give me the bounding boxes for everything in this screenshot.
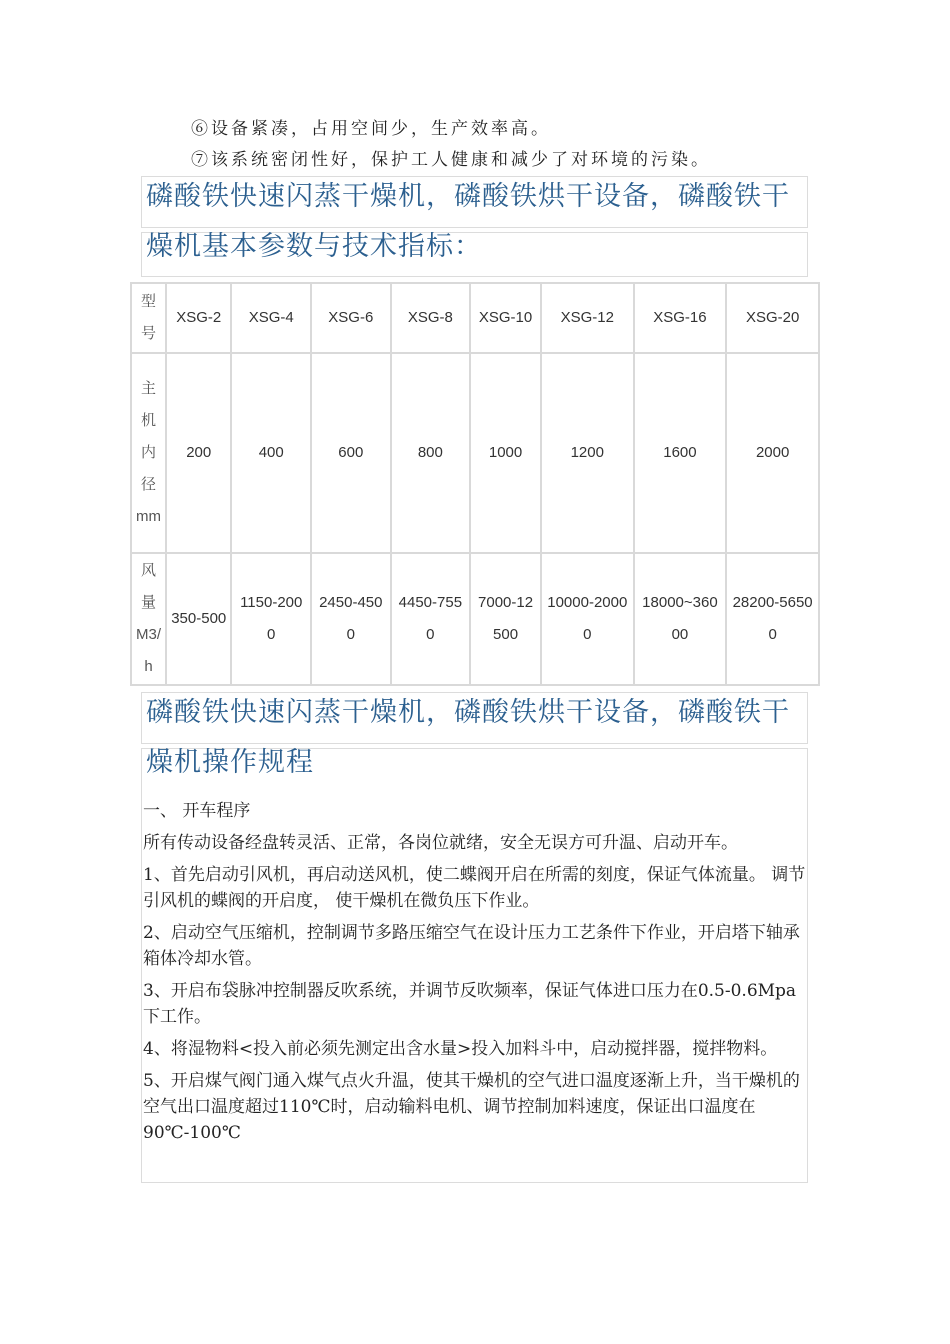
diameter-cell: 1000 [471,354,542,554]
procedure-paragraph: 2、启动空气压缩机，控制调节多路压缩空气在设计压力工艺条件下作业，开启塔下轴承箱体冷却水管。 [143,923,800,969]
diameter-cell: 200 [167,354,232,554]
procedure-paragraph: 3、开启布袋脉冲控制器反吹系统，并调节反吹频率，保证气体进口压力在0.5-0.6Mpa 下工作。 [143,981,797,1027]
row-label-diameter: 主机内径mm [130,354,167,554]
airflow-cell: 4450-7550 [392,554,472,686]
airflow-cell: 1150-2000 [232,554,312,686]
model-cell: XSG-8 [392,282,472,354]
intro-line-2: ⑦该系统密闭性好，保护工人健康和减少了对环境的污染。 [191,150,711,170]
table-row-model [130,282,820,354]
airflow-cell: 7000-12500 [471,554,542,686]
diameter-cell: 400 [232,354,312,554]
table-row-diameter [130,354,820,554]
procedure-paragraph: 1、首先启动引风机，再启动送风机，使二蝶阀开启在所需的刻度，保证气体流量。 调节引风机的蝶阀的开启度， 使干燥机在微负压下作业。 [143,865,806,911]
diameter-cell: 600 [312,354,392,554]
spec-table [130,282,820,686]
procedure-section [143,798,811,1152]
intro-line-1: ⑥设备紧凑，占用空间少，生产效率高。 [191,119,551,139]
procedure-paragraph: 4、将湿物料<投入前必须先测定出含水量>投入加料斗中，启动搅拌器，搅拌物料。 [143,1039,778,1059]
section-title: 一、 开车程序 [143,801,251,821]
model-cell: XSG-20 [727,282,820,354]
diameter-cell: 2000 [727,354,820,554]
diameter-cell: 1600 [635,354,728,554]
model-cell: XSG-10 [471,282,542,354]
heading-1-line-2: 燥机基本参数与技术指标： [146,231,482,262]
heading-2-line-1: 磷酸铁快速闪蒸干燥机，磷酸铁烘干设备，磷酸铁干 [146,697,790,728]
airflow-cell: 2450-4500 [312,554,392,686]
row-label-model: 型号 [130,282,167,354]
model-cell: XSG-4 [232,282,312,354]
model-cell: XSG-6 [312,282,392,354]
procedure-paragraph: 5、开启煤气阀门通入煤气点火升温，使其干燥机的空气进口温度逐渐上升，当干燥机的空气出口温度超过110℃时，启动输料电机、调节控制加料速度，保证出口温度在 90℃-100℃ [143,1071,800,1143]
row-label-airflow: 风量M3/h [130,554,167,686]
model-cell: XSG-12 [542,282,635,354]
model-cell: XSG-2 [167,282,232,354]
heading-1-line-1: 磷酸铁快速闪蒸干燥机，磷酸铁烘干设备，磷酸铁干 [146,181,790,212]
airflow-cell: 10000-20000 [542,554,635,686]
table-row-airflow [130,554,820,686]
heading-2-line-2: 燥机操作规程 [146,747,314,778]
airflow-cell: 28200-56500 [727,554,820,686]
airflow-cell: 350-500 [167,554,232,686]
procedure-paragraph: 所有传动设备经盘转灵活、正常，各岗位就绪，安全无误方可升温、启动开车。 [143,833,738,853]
diameter-cell: 1200 [542,354,635,554]
model-cell: XSG-16 [635,282,728,354]
airflow-cell: 18000~36000 [635,554,728,686]
diameter-cell: 800 [392,354,472,554]
